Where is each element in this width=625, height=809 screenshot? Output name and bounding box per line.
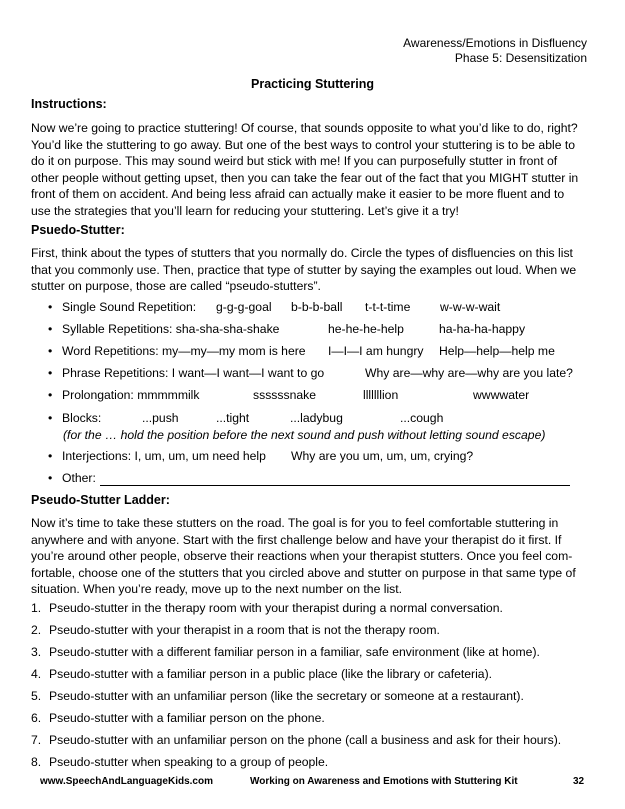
step-number: 5.: [31, 689, 42, 703]
example: ...tight: [216, 411, 250, 425]
ladder-step: [31, 733, 561, 747]
ladder-step: [31, 667, 492, 681]
example: w-w-w-wait: [440, 300, 501, 314]
ladder-step: [31, 711, 325, 725]
footer-kit-title: Working on Awareness and Emotions with Stuttering Kit: [250, 776, 518, 787]
example: g-g-g-goal: [216, 300, 272, 314]
bullet-label: Prolongation: mmmmmilk: [62, 388, 200, 402]
example: he-he-he-help: [328, 322, 404, 336]
ladder-line: situation. When you’re ready, move up to the next number on the list.: [31, 582, 403, 597]
example: ...ladybug: [290, 411, 343, 425]
ladder-step: [31, 645, 540, 659]
step-text: Pseudo-stutter with an unfamiliar person (like the secretary or someone at a restaurant).: [49, 689, 524, 703]
pseudo-stutter-heading: Psuedo-Stutter:: [31, 223, 125, 237]
ladder-line: fortable, choose one of the stutters that you circled above and stutter on purpose in that same type of: [31, 565, 576, 580]
footer-page-number: 32: [573, 776, 585, 787]
bullet-label: Phrase Repetitions: I want—I want—I want to go: [62, 366, 325, 380]
bullet-label: Other:: [62, 471, 96, 485]
example: b-b-b-ball: [291, 300, 343, 314]
instructions-heading: Instructions:: [31, 97, 107, 111]
step-number: 4.: [31, 667, 42, 681]
step-number: 6.: [31, 711, 42, 725]
bullet-icon: •: [48, 300, 53, 314]
instructions-line: You’d like the stuttering to go away. But one of the best ways to control your stuttering is to be able to: [31, 137, 576, 152]
instructions-line: front of them on accident. And being less afraid can actually make it easier to be more fluent and to: [31, 187, 565, 202]
bullet-label: Syllable Repetitions: sha-sha-sha-shake: [62, 322, 280, 336]
pseudo-stutter-paragraph: [31, 245, 591, 295]
ladder-step: [31, 601, 503, 615]
header-line-2: Phase 5: Desensitization: [454, 51, 587, 65]
ladder-line: anywhere and with anyone. Start with the first challenge below and have your therapist do it first. If: [31, 532, 562, 547]
bullet-icon: •: [48, 344, 53, 358]
page-title: Practicing Stuttering: [251, 77, 374, 91]
step-text: Pseudo-stutter with a familiar person in a public place (like the library or cafeteria).: [49, 667, 493, 681]
example: wwwwater: [473, 388, 530, 402]
bullet-icon: •: [48, 366, 53, 380]
instructions-line: do it on purpose. This may sound weird but stick with me! If you can purposefully stutter in front of: [31, 154, 558, 169]
pseudo-line: that you commonly use. Then, practice that type of stutter by saying the examples out loud. When we: [31, 262, 577, 277]
step-text: Pseudo-stutter with an unfamiliar person on the phone (call a business and ask for their hours).: [49, 733, 562, 747]
step-number: 7.: [31, 733, 42, 747]
step-text: Pseudo-stutter with a different familiar person in a familiar, safe environment (like at home).: [49, 645, 540, 659]
bullet-label: Blocks:: [62, 411, 102, 425]
step-text: Pseudo-stutter with your therapist in a room that is not the therapy room.: [49, 623, 440, 637]
pseudo-line: First, think about the types of stutters that you normally do. Circle the types of disfluencies on this list: [31, 246, 573, 260]
example: Why are—why are—why are you late?: [365, 366, 573, 380]
step-number: 1.: [31, 601, 42, 615]
step-number: 8.: [31, 755, 42, 769]
step-number: 2.: [31, 623, 42, 637]
instructions-paragraph: [31, 120, 591, 220]
bullet-icon: •: [48, 322, 53, 336]
bullet-icon: •: [48, 388, 53, 402]
ladder-line: Now it’s time to take these stutters on the road. The goal is for you to feel comfortable stuttering in: [31, 516, 559, 530]
example: ha-ha-ha-happy: [439, 322, 526, 336]
bullet-label: Word Repetitions: my—my—my mom is here: [62, 344, 306, 358]
bullet-icon: •: [48, 449, 53, 463]
ladder-paragraph: [31, 515, 591, 598]
ladder-heading: Pseudo-Stutter Ladder:: [31, 493, 170, 507]
example: I—I—I am hungry: [328, 344, 424, 358]
example: Why are you um, um, um, crying?: [291, 449, 474, 463]
pseudo-line: stutter on purpose, those are called “pseudo-stutters”.: [31, 279, 321, 294]
step-text: Pseudo-stutter when speaking to a group of people.: [49, 755, 329, 769]
blocks-note: (for the … hold the position before the next sound and push without letting sound escape): [63, 428, 546, 442]
ladder-step: [31, 623, 440, 637]
example: ...cough: [400, 411, 444, 425]
step-text: Pseudo-stutter in the therapy room with your therapist during a normal conversation.: [49, 601, 503, 615]
example: ssssssnake: [253, 388, 316, 402]
header: [403, 36, 587, 66]
instructions-line: use the strategies that you’ll learn for reducing your stuttering. Let’s give it a try!: [31, 203, 459, 218]
bullet-label: Single Sound Repetition:: [62, 300, 197, 314]
bullet-label: Interjections: I, um, um, um need help: [62, 449, 266, 463]
example: t-t-t-time: [365, 300, 411, 314]
example: lllllllion: [363, 388, 399, 402]
example: ...push: [142, 411, 179, 425]
instructions-line: Now we’re going to practice stuttering! Of course, that sounds opposite to what you’d like to do, right?: [31, 121, 578, 135]
bullet-icon: •: [48, 471, 53, 485]
other-blank-line[interactable]: [100, 485, 570, 486]
step-text: Pseudo-stutter with a familiar person on the phone.: [49, 711, 325, 725]
ladder-step: [31, 689, 524, 703]
header-line-1: Awareness/Emotions in Disfluency: [403, 36, 587, 50]
example: Help—help—help me: [439, 344, 555, 358]
ladder-step: [31, 755, 328, 769]
step-number: 3.: [31, 645, 42, 659]
bullet-icon: •: [48, 411, 53, 425]
footer-website-link[interactable]: www.SpeechAndLanguageKids.com: [40, 776, 213, 787]
instructions-line: other people without getting upset, then you can take the fear out of the fact that you MIGHT stutter in: [31, 170, 579, 185]
ladder-line: you’re around other people, observe their reactions when your therapist stutters. Once you feel com-: [31, 549, 573, 564]
